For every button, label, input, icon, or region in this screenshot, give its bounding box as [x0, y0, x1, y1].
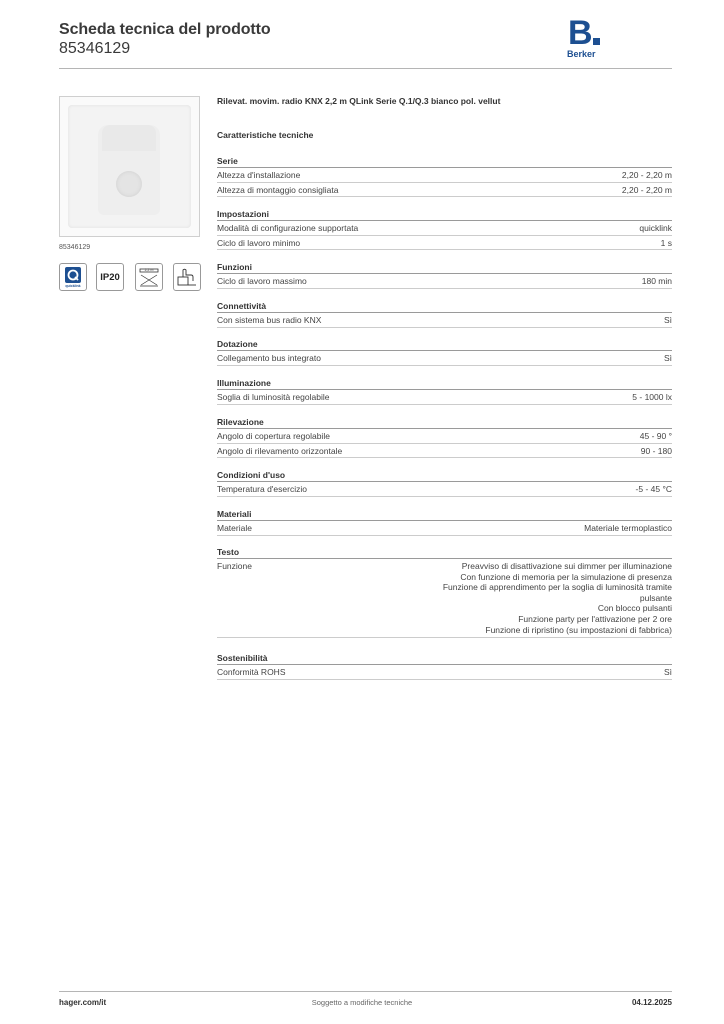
spec-value-line: Funzione di apprendimento per la soglia di luminosità tramite [442, 582, 672, 593]
spec-label: Modalità di configurazione supportata [217, 223, 359, 233]
spec-value-line: Con blocco pulsanti [597, 603, 672, 614]
spec-section-title: Illuminazione [217, 378, 271, 388]
spec-value: 45 - 90 ° [639, 431, 672, 441]
spec-row-divider [217, 327, 672, 328]
spec-row [217, 223, 672, 233]
product-cover-plate [68, 105, 191, 228]
spec-label: Altezza di montaggio consigliata [217, 184, 339, 195]
logo-wordmark: Berker [567, 49, 596, 59]
spec-value: Materiale termoplastico [584, 523, 672, 533]
spec-row [217, 276, 672, 286]
product-image [59, 96, 200, 237]
spec-row [217, 561, 672, 635]
spec-section-divider [217, 481, 672, 482]
spec-section-divider [217, 220, 672, 221]
spec-section-title: Funzioni [217, 262, 252, 272]
spec-row-divider [217, 496, 672, 497]
spec-row-divider [217, 404, 672, 405]
spec-row [217, 667, 672, 677]
spec-section-title: Condizioni d'uso [217, 470, 286, 480]
light-sensor-lens [116, 171, 142, 197]
hand-configuration-icon [173, 263, 201, 291]
spec-value: 2,20 - 2,20 m [621, 170, 672, 180]
spec-section-title: Dotazione [217, 339, 258, 349]
spec-value-line: Preavviso di disattivazione sui dimmer per illuminazione [461, 561, 672, 571]
spec-section-title: Materiali [217, 509, 252, 519]
spec-row-divider [217, 182, 672, 183]
spec-value: 90 - 180 [640, 445, 672, 456]
spec-label: Angolo di rilevamento orizzontale [217, 445, 343, 456]
spec-section-divider [217, 428, 672, 429]
spec-section-divider [217, 389, 672, 390]
spec-label: Ciclo di lavoro minimo [217, 237, 301, 248]
spec-row-divider [217, 443, 672, 444]
spec-value: Sì [663, 353, 672, 363]
spec-row [217, 431, 672, 441]
spec-label: Funzione [217, 561, 252, 571]
spec-row [217, 315, 672, 325]
berker-logo [566, 16, 606, 58]
spec-value: 1 s [660, 237, 672, 248]
product-image-code: 85346129 [59, 244, 91, 251]
spec-value: Sì [663, 667, 672, 677]
specs-title: Caratteristiche tecniche [217, 130, 314, 140]
spec-value: quicklink [639, 223, 672, 233]
spec-row [217, 353, 672, 363]
quicklink-icon [59, 263, 87, 291]
spec-row-divider [217, 457, 672, 458]
quicklink-caption: quicklink [65, 284, 81, 288]
spec-row [217, 392, 672, 402]
spec-value: 5 - 1000 lx [632, 392, 672, 402]
spec-section-divider [217, 312, 672, 313]
spec-row-divider [217, 288, 672, 289]
spec-section-title: Connettività [217, 301, 267, 311]
spec-row-divider [217, 249, 672, 250]
logo-dot [593, 38, 600, 45]
spec-row-divider [217, 235, 672, 236]
logo-letter: B [568, 14, 593, 52]
footer-divider [59, 991, 672, 992]
spec-value: -5 - 45 °C [635, 484, 672, 494]
spec-value-list [443, 561, 672, 635]
spec-row-divider [217, 535, 672, 536]
sensor-head [102, 125, 156, 151]
spec-value-line: pulsante [639, 592, 672, 603]
spec-row [217, 446, 672, 456]
spec-label: Conformità ROHS [217, 667, 286, 677]
footer-site: hager.com/it [59, 998, 107, 1007]
spec-label: Ciclo di lavoro massimo [217, 276, 307, 286]
spec-section-divider [217, 273, 672, 274]
footer-date: 04.12.2025 [631, 998, 672, 1007]
spec-row-divider [217, 679, 672, 680]
spec-label: Soglia di luminosità regolabile [217, 392, 330, 402]
spec-section-divider [217, 664, 672, 665]
footer-note: Soggetto a modifiche tecniche [311, 998, 413, 1007]
mounting-height-icon [135, 263, 163, 291]
spec-section-divider [217, 520, 672, 521]
spec-label: Collegamento bus integrato [217, 353, 321, 363]
ip20-icon [96, 263, 124, 291]
spec-row [217, 238, 672, 248]
spec-section-title: Sostenibilità [217, 653, 268, 663]
motion-sensor-body [98, 125, 160, 215]
spec-value-line: Funzione di ripristino (su impostazioni di fabbrica) [485, 624, 672, 635]
spec-label: Angolo di copertura regolabile [217, 431, 330, 441]
header-divider [59, 68, 672, 69]
spec-value-line: Con funzione di memoria per la simulazione di presenza [460, 571, 672, 582]
spec-section-title: Rilevazione [217, 417, 264, 427]
spec-row [217, 484, 672, 494]
ip20-label: IP20 [100, 272, 120, 283]
spec-label: Materiale [217, 523, 252, 533]
spec-section-title: Serie [217, 156, 238, 166]
product-description: Rilevat. movim. radio KNX 2,2 m QLink Serie Q.1/Q.3 bianco pol. vellut [217, 96, 501, 106]
product-code-heading: 85346129 [59, 40, 131, 57]
spec-label: Temperatura d'esercizio [217, 484, 307, 494]
spec-section-divider [217, 350, 672, 351]
spec-row [217, 523, 672, 533]
spec-value-line: Funzione party per l'attivazione per 2 ore [518, 613, 672, 624]
spec-row-divider [217, 196, 672, 197]
spec-label: Con sistema bus radio KNX [217, 315, 322, 325]
mounting-height-label: 2,2 m [144, 268, 154, 272]
spec-row-divider [217, 365, 672, 366]
spec-row [217, 170, 672, 180]
spec-section-divider [217, 558, 672, 559]
spec-value: 180 min [641, 276, 672, 286]
spec-value: Sì [663, 315, 672, 325]
spec-row-divider [217, 637, 672, 638]
spec-label: Altezza d'installazione [217, 170, 301, 180]
spec-section-title: Testo [217, 547, 240, 557]
spec-row [217, 185, 672, 195]
spec-section-divider [217, 167, 672, 168]
page-title: Scheda tecnica del prodotto [59, 21, 271, 38]
spec-section-title: Impostazioni [217, 209, 269, 219]
spec-value: 2,20 - 2,20 m [621, 184, 672, 195]
